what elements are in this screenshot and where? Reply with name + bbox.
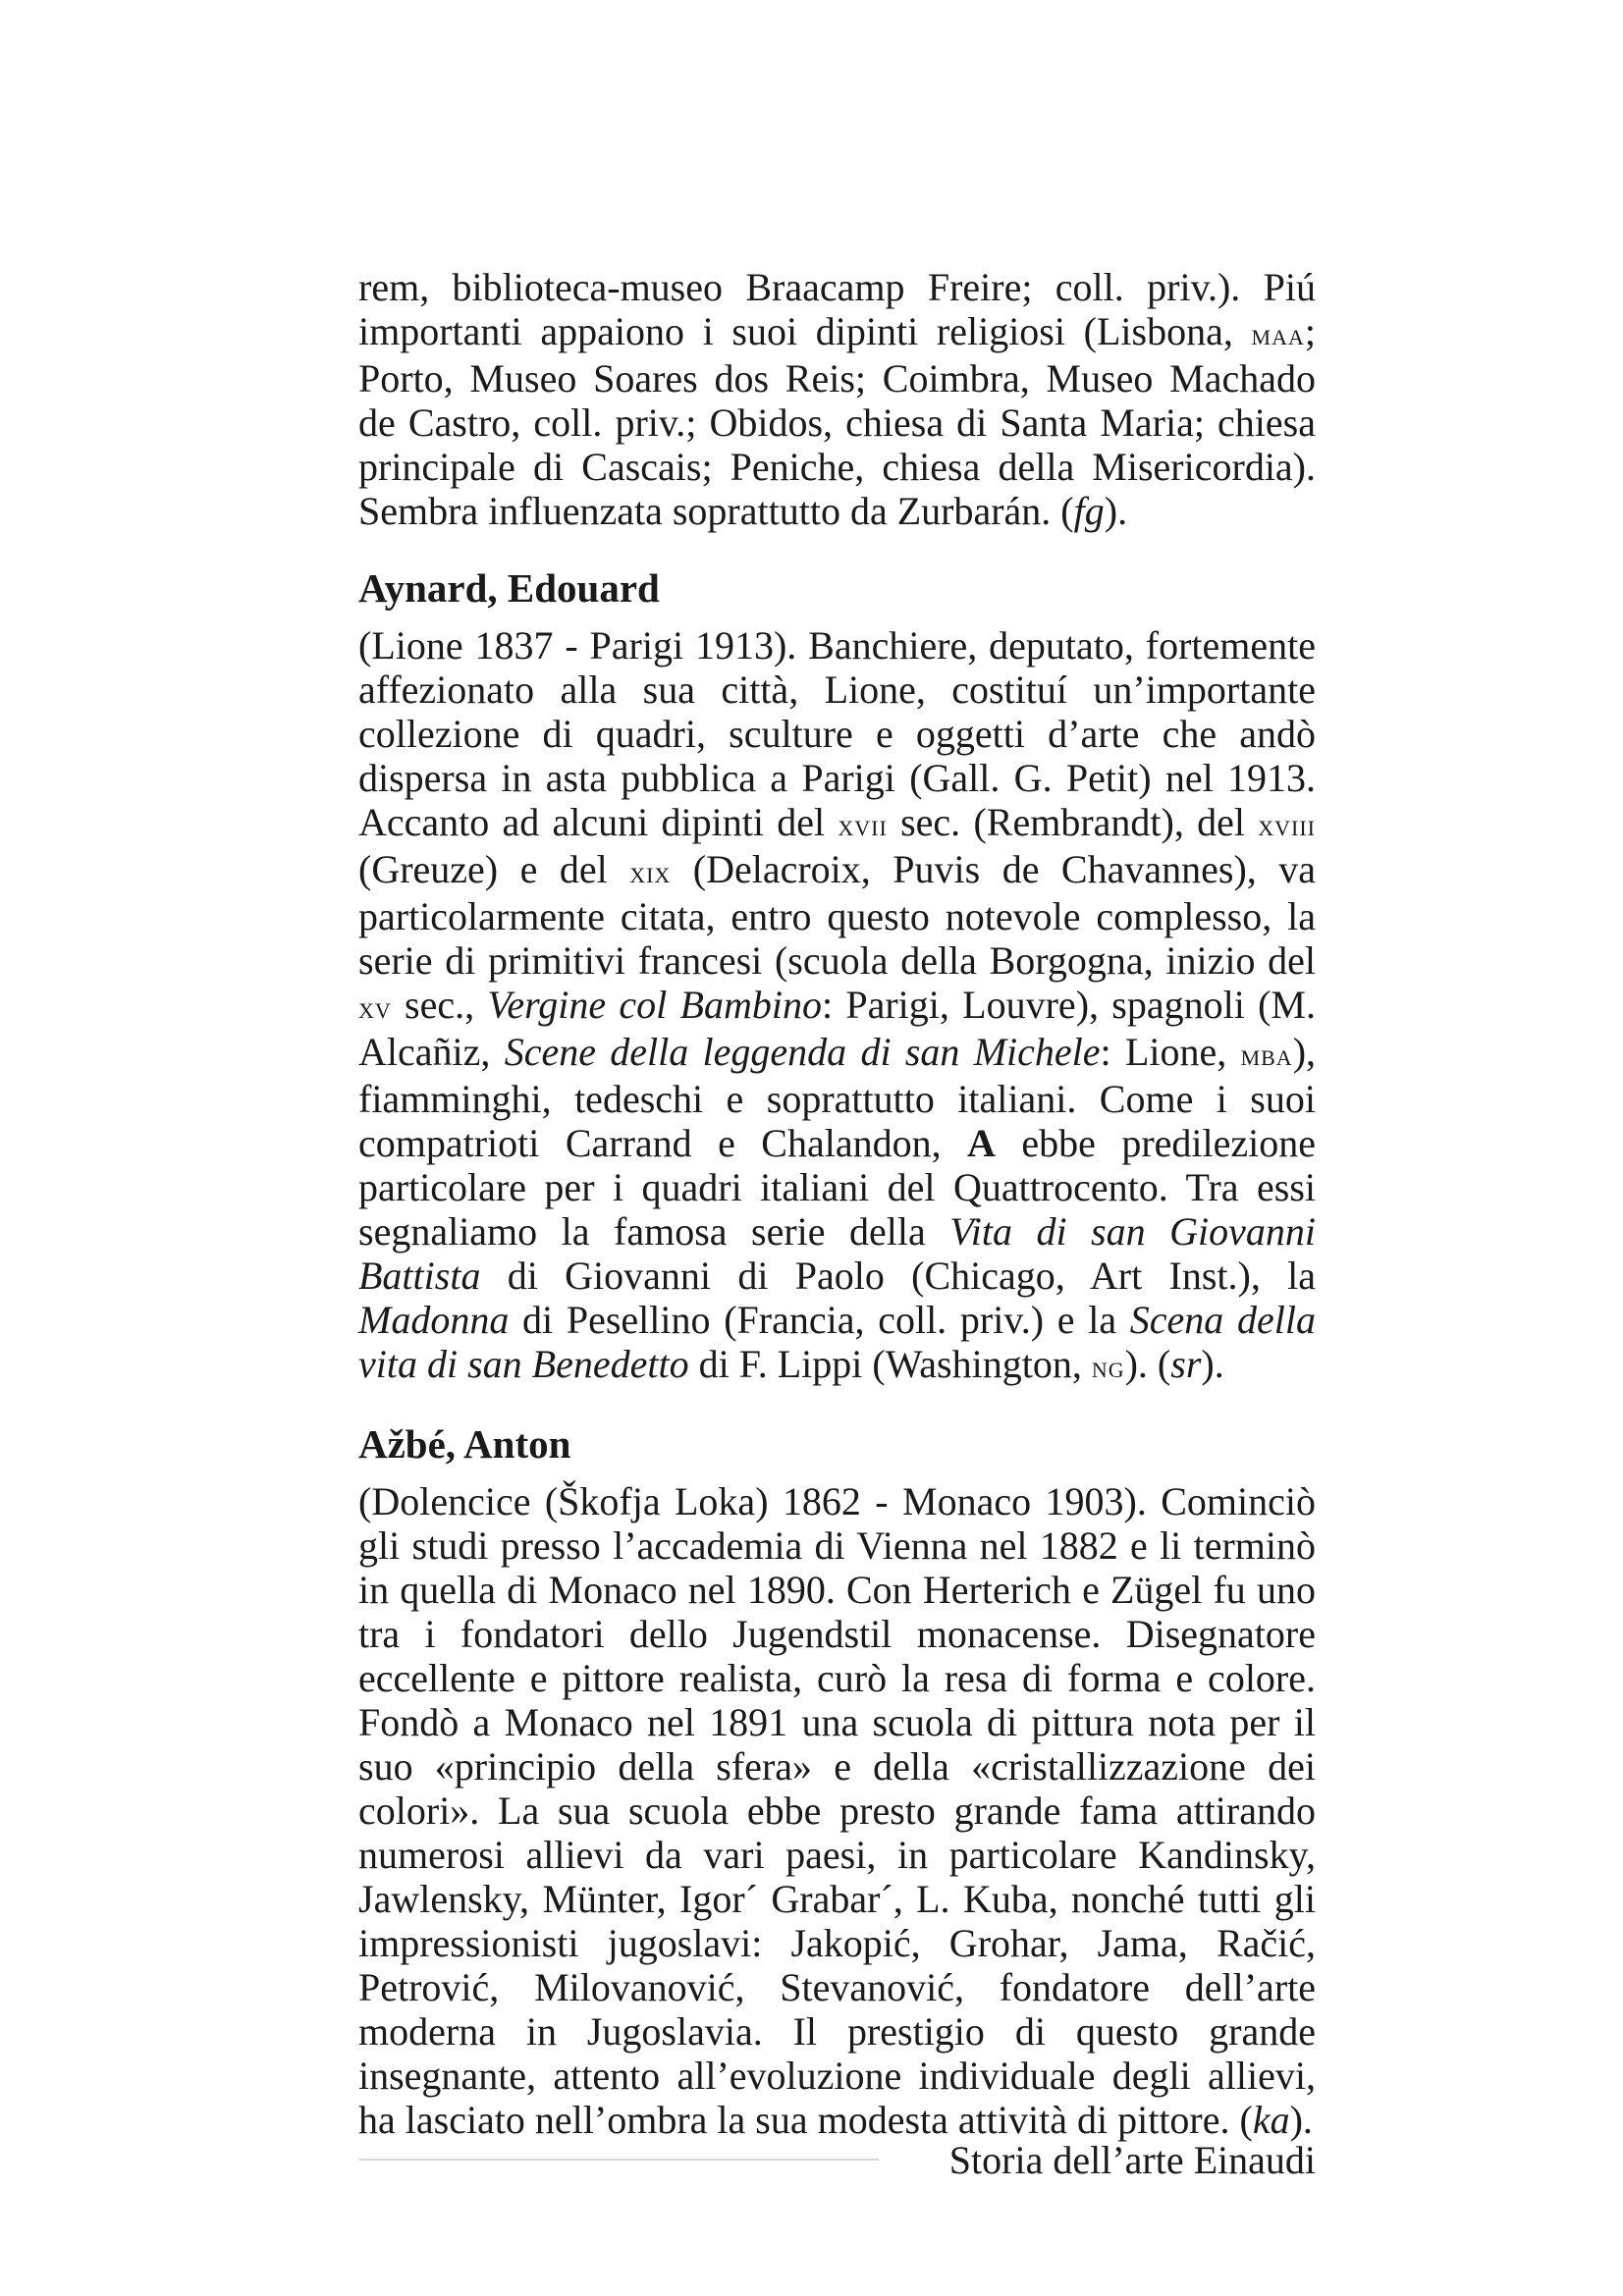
artwork-title: Vergine col Bambino (487, 983, 822, 1027)
text-segment: ). (1201, 1342, 1224, 1386)
text-segment: : Lione, (1100, 1030, 1241, 1074)
artwork-title: Scena della vita di san Benedetto (358, 1298, 1316, 1386)
author-initials: fg (1073, 489, 1105, 533)
text-segment: di Giovanni di Paolo (Chicago, Art Inst.), la (480, 1254, 1316, 1298)
text-segment: ebbe predilezione particolare per i quadri italiani del Quattrocento. Tra essi segnaliamo la famosa serie della (358, 1121, 1317, 1254)
text-segment: ), fiamminghi, tedeschi e soprattutto italiani. Come i suoi compatrioti Carrand e Chalandon, (358, 1030, 1317, 1165)
abbrev-ng: ng (1091, 1350, 1125, 1384)
text-segment: ). (1104, 489, 1128, 533)
text-segment: ). (1289, 2098, 1313, 2142)
entry-body-azbe (358, 1479, 1316, 2142)
artwork-title: Vita di san Giovanni Battista (358, 1209, 1316, 1298)
text-segment: ; Porto, Museo Soares dos Reis; Coimbra, Museo Machado de Castro, coll. priv.; Obidos, chiesa di Santa Maria; chiesa principale di Cascais; Peniche, chiesa della Misericordia). Sembra influenzata soprattutto da Zurbarán. ( (358, 309, 1316, 533)
entry-title-azbe: Ažbé, Anton (358, 1421, 571, 1467)
century-numeral: xvii (838, 808, 888, 842)
author-initials: ka (1252, 2098, 1290, 2142)
abbrev-maa: maa (1251, 317, 1305, 351)
century-numeral: xv (358, 990, 392, 1025)
text-segment: : Parigi, Louvre), spagnoli (M. Alcañiz, (358, 983, 1316, 1074)
text-segment: rem, biblioteca-museo Braacamp Freire; coll. priv.). Piú importanti appaiono i suoi dipinti religiosi (Lisbona, (358, 265, 1316, 353)
continuation-paragraph (358, 265, 1316, 533)
artwork-title: Scene della leggenda di san Michele (504, 1030, 1101, 1074)
text-segment: sec. (Rembrandt), del (887, 800, 1259, 844)
footer-divider (358, 2159, 879, 2161)
text-segment: ). ( (1124, 1342, 1171, 1386)
text-segment: (Greuze) e del (358, 847, 630, 891)
entry-body-aynard (358, 623, 1316, 1389)
text-segment: di F. Lippi (Washington, (688, 1342, 1092, 1386)
text-segment: (Delacroix, Puvis de Chavannes), va particolarmente citata, entro questo notevole complesso, la serie di primitivi francesi (scuola della Borgogna, inizio del (358, 847, 1316, 983)
text-segment: di Pesellino (Francia, coll. priv.) e la (509, 1298, 1130, 1342)
century-numeral: xix (629, 855, 672, 889)
abbrev-mba: mba (1240, 1038, 1293, 1072)
entry-title-aynard: Aynard, Edouard (358, 565, 660, 611)
text-segment: (Dolencice (Škofja Loka) 1862 - Monaco 1903). Cominciò gli studi presso l’accademia di Vienna nel 1882 e li terminò in quella di Monaco nel 1890. Con Herterich e Zügel fu uno tra i fondatori dello Jugendstil monacense. Disegnatore eccellente e pittore realista, curò la resa di forma e colore. Fondò a Monaco nel 1891 una scuola di pittura nota per il suo «principio della sfera» e della «cristallizzazione dei colori». La sua scuola ebbe presto grande fama attirando numerosi allievi da vari paesi, in particolare Kandinsky, Jawlensky, Münter, Igor´ Grabar´, L. Kuba, nonché tutti gli impressionisti jugoslavi: Jakopić, Grohar, Jama, Račić, Petrović, Milovanović, Stevanović, fondatore dell’arte moderna in Jugoslavia. Il prestigio di questo grande insegnante, attento all’evoluzione individuale degli allievi, ha lasciato nell’ombra la sua modesta attività di pittore. ( (358, 1479, 1316, 2142)
artwork-title: Madonna (358, 1298, 510, 1342)
century-numeral: xviii (1258, 808, 1316, 842)
footer-publication-title: Storia dell’arte Einaudi (948, 2138, 1316, 2182)
page-text (358, 265, 1316, 2142)
text-segment: (Lione 1837 - Parigi 1913). Banchiere, deputato, fortemente affezionato alla sua città, Lione, costituí un’importante collezione di quadri, sculture e oggetti d’arte che andò dispersa in asta pubblica a Parigi (Gall. G. Petit) nel 1913. Accanto ad alcuni dipinti del (358, 623, 1316, 844)
entry-abbrev: A (967, 1121, 996, 1165)
author-initials: sr (1170, 1342, 1202, 1386)
text-segment: sec., (391, 983, 488, 1027)
